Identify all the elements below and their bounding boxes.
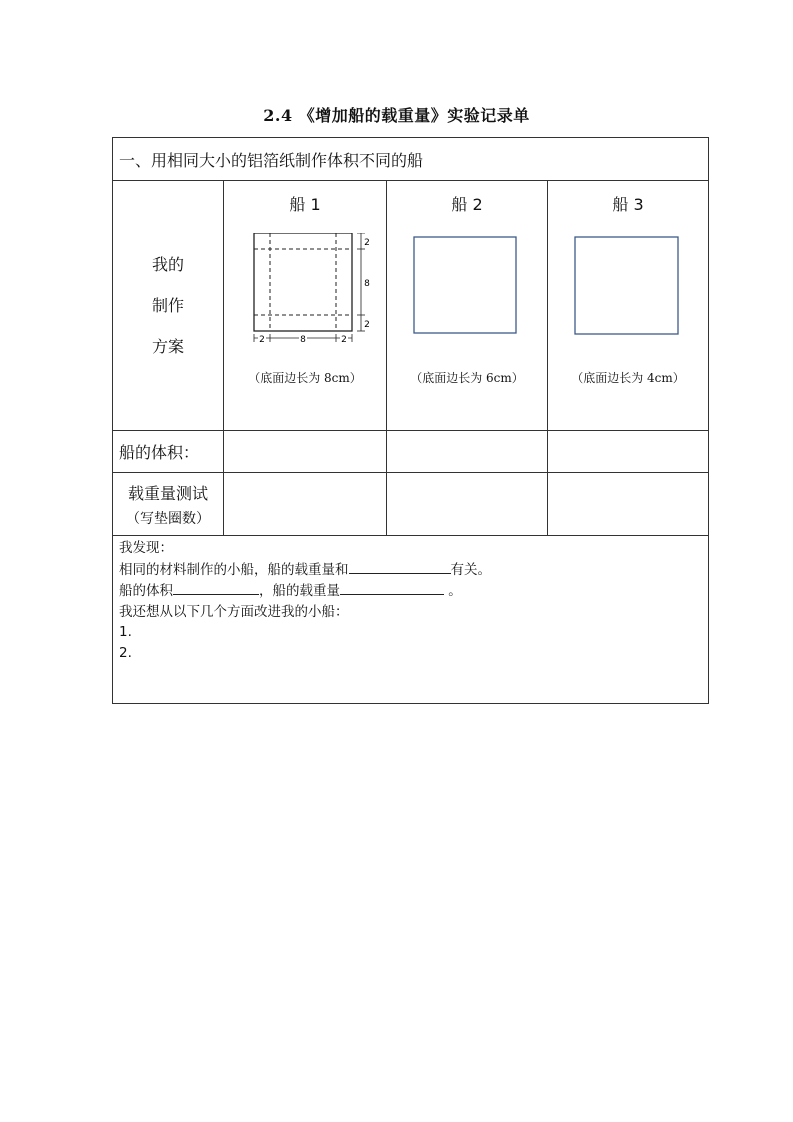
boat-1-fold-diagram [224, 233, 387, 343]
plan-row [113, 181, 709, 431]
dim-side-top: 2 [364, 238, 370, 248]
load-test-row [113, 473, 709, 536]
dim-bottom-left: 2 [259, 335, 265, 343]
load-test-label: 载重量测试 [127, 483, 208, 503]
boat-1-load-cell[interactable] [224, 473, 387, 536]
boat-3-square [548, 233, 709, 343]
plan-label-line-1: 我的 [151, 255, 184, 274]
findings-item-2[interactable]: 2. [119, 644, 132, 661]
blank-volume[interactable] [173, 580, 259, 595]
boat-1-volume-cell[interactable] [224, 431, 387, 473]
boat-2-volume-cell[interactable] [387, 431, 548, 473]
findings-row [113, 536, 709, 704]
section-heading: 一、用相同大小的铝箔纸制作体积不同的船 [113, 138, 709, 181]
boat-1-caption: （底面边长为 8cm） [248, 371, 362, 385]
blank-load[interactable] [340, 580, 444, 595]
findings-line-2 [119, 580, 708, 602]
heading-row [113, 138, 709, 181]
findings-line-1-end: 有关。 [450, 561, 491, 578]
plan-label-line-3: 方案 [151, 337, 184, 356]
experiment-record-table [112, 137, 709, 704]
boat-3-cell [548, 181, 709, 431]
boat-2-caption: （底面边长为 6cm） [410, 371, 524, 385]
load-test-sublabel: （写垫圈数） [126, 510, 210, 527]
findings-line-1 [119, 559, 708, 581]
boat-3-load-cell[interactable] [548, 473, 709, 536]
plan-label-line-2: 制作 [151, 296, 184, 315]
findings-improve: 我还想从以下几个方面改进我的小船： [119, 603, 349, 620]
dim-side-mid: 8 [364, 279, 370, 289]
boat-2-cell [387, 181, 548, 431]
volume-row [113, 431, 709, 473]
dim-side-bottom: 2 [364, 320, 370, 330]
findings-line-2-end: 。 [444, 583, 462, 599]
boat-3-volume-cell[interactable] [548, 431, 709, 473]
boat-3-title: 船 3 [612, 195, 644, 214]
boat-2-square [387, 233, 548, 343]
findings-line-1-text: 相同的材料制作的小船，船的载重量和 [119, 561, 349, 578]
dim-bottom-right: 2 [341, 335, 347, 343]
findings-cell [113, 536, 709, 704]
boat-2-load-cell[interactable] [387, 473, 548, 536]
plan-label-cell [113, 181, 224, 431]
findings-line-2-text: 船的体积 [119, 583, 173, 599]
boat-3-caption: （底面边长为 4cm） [571, 371, 685, 385]
findings-title: 我发现： [119, 540, 173, 556]
load-test-label-cell [113, 473, 224, 536]
boat-1-title: 船 1 [289, 195, 321, 214]
document-title: 2.4 《增加船的载重量》实验记录单 [263, 106, 530, 125]
findings-line-2-mid: ，船的载重量 [259, 583, 340, 599]
boat-2-title: 船 2 [451, 195, 483, 214]
findings-item-1[interactable]: 1. [119, 624, 132, 640]
volume-label: 船的体积： [113, 431, 224, 473]
boat-1-cell [224, 181, 387, 431]
dim-bottom-mid: 8 [300, 335, 306, 343]
blank-factor[interactable] [349, 559, 451, 574]
